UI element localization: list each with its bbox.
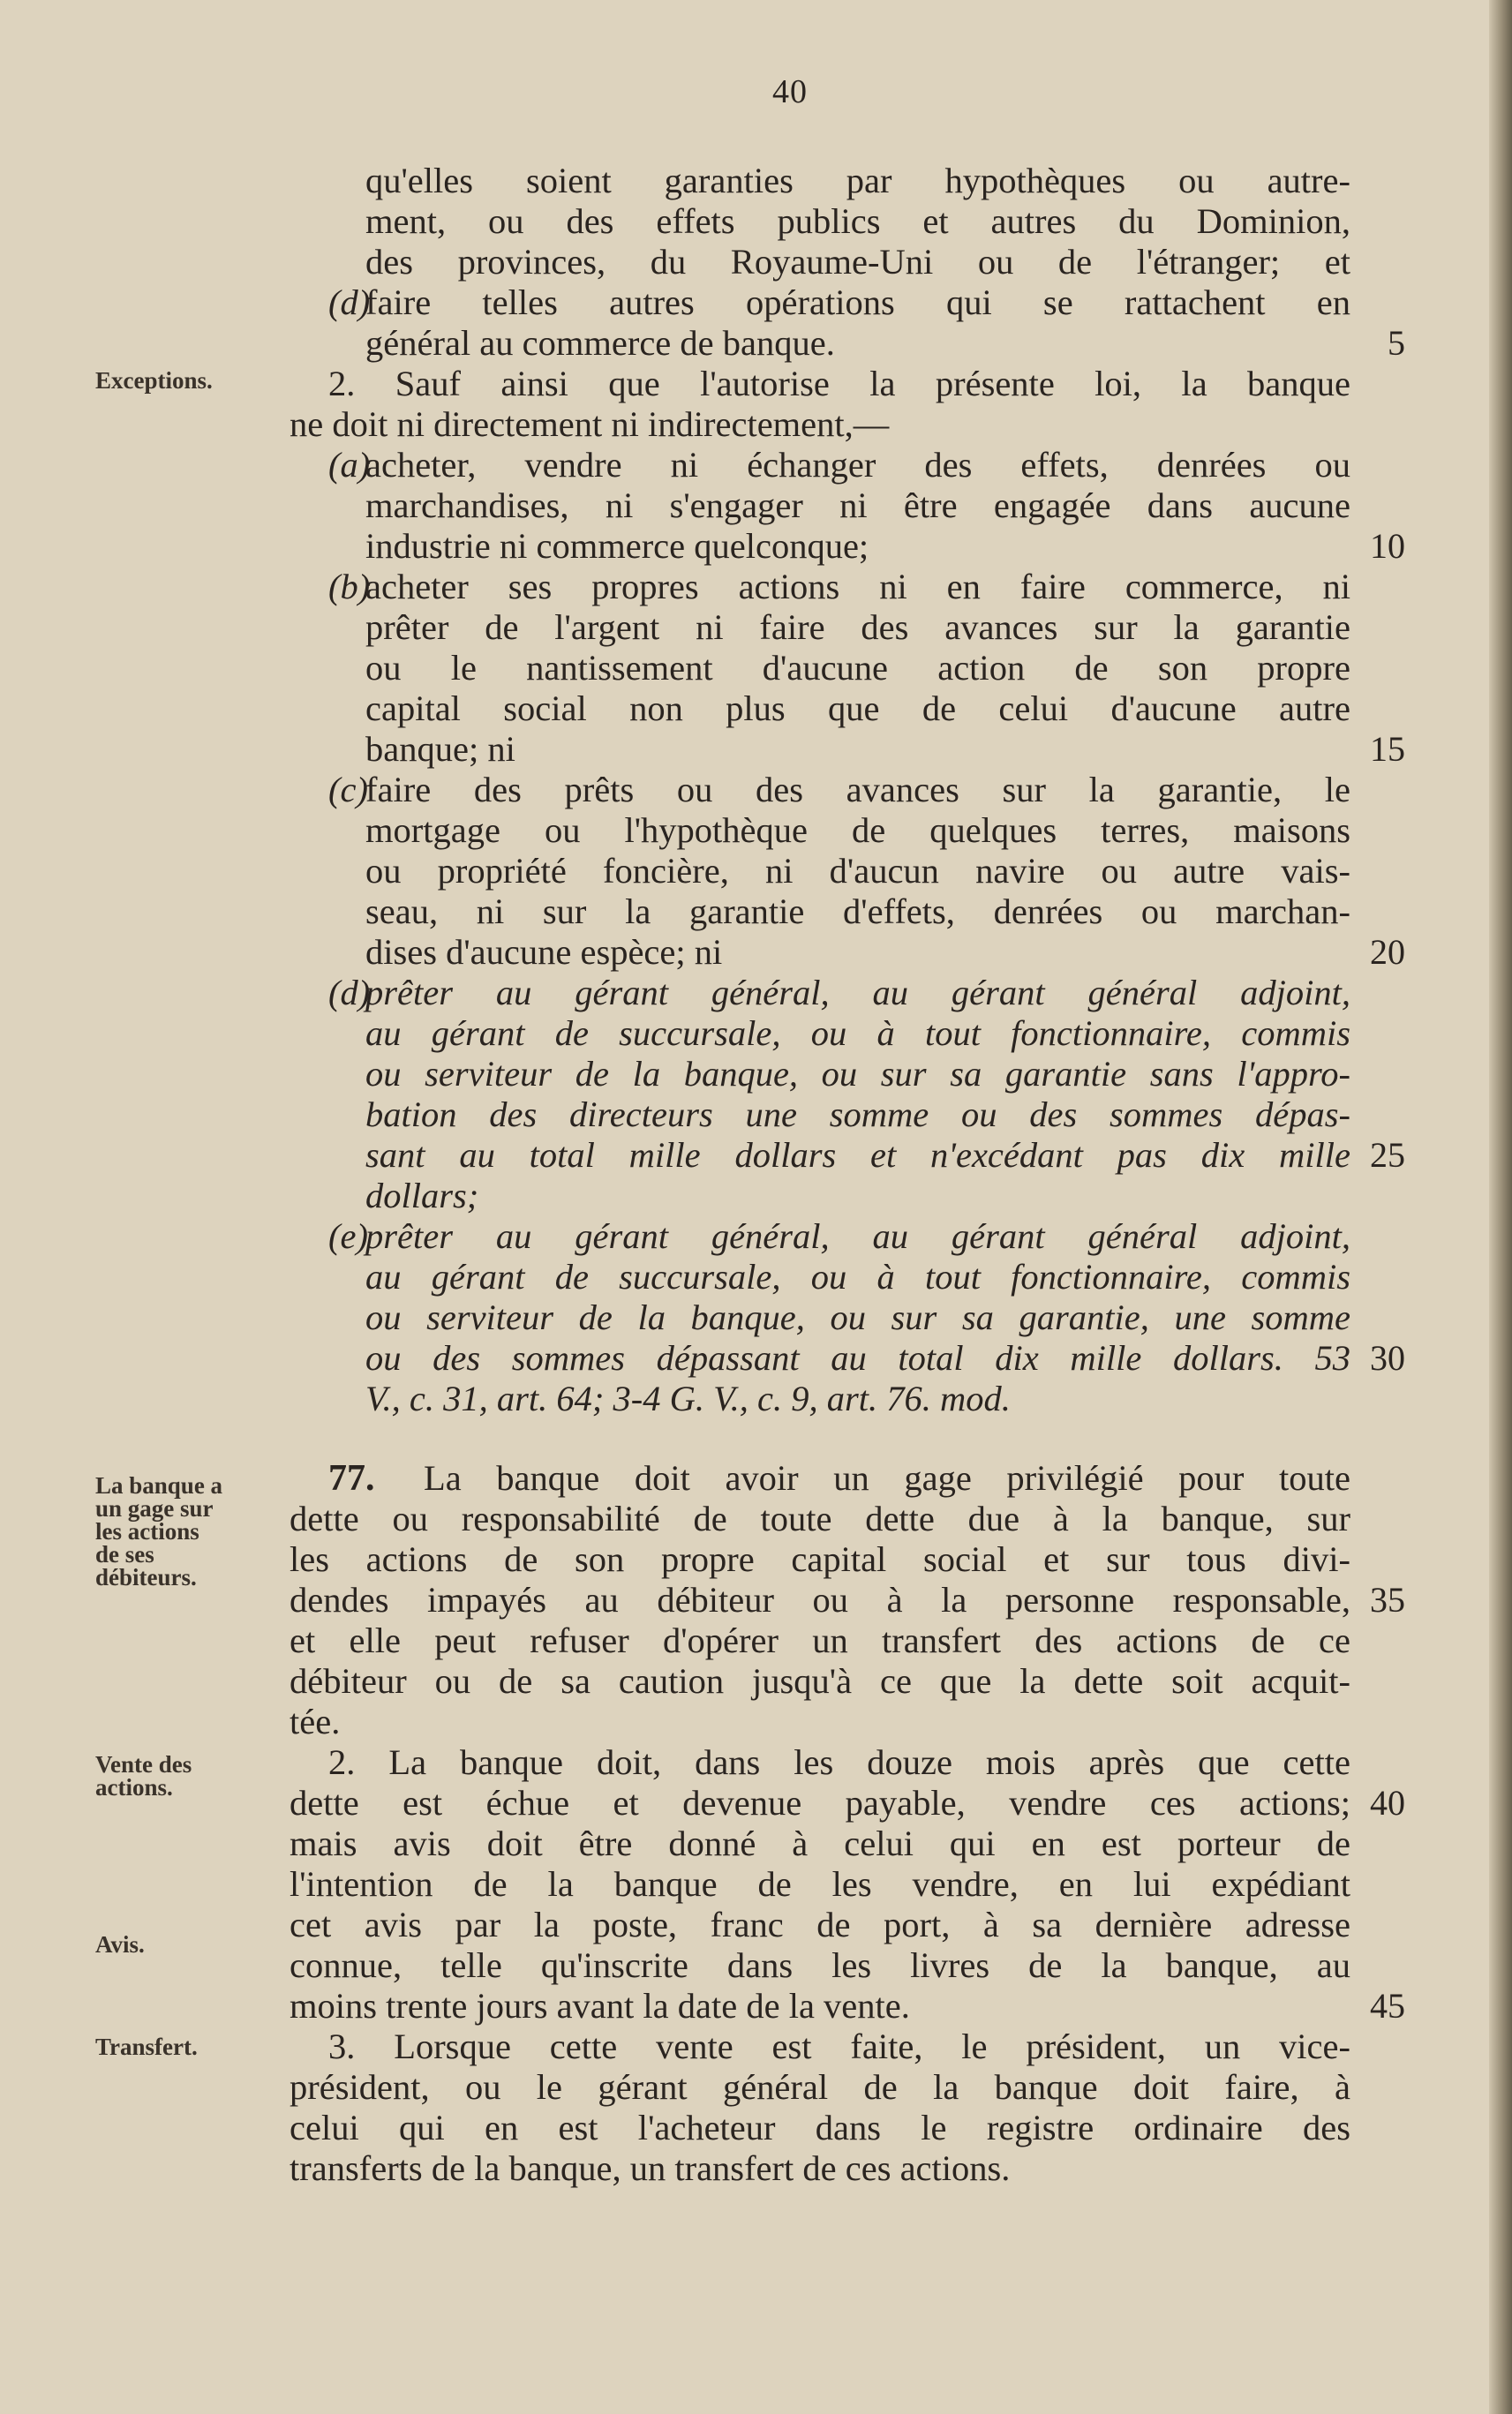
text-line-5: général au commerce de banque.	[365, 323, 835, 363]
text-line-4: faire telles autres opérations qui se rattachent en	[365, 282, 1350, 322]
text-line-12: prêter de l'argent ni faire des avances sur la garantie	[365, 607, 1350, 647]
text-line-9: marchandises, ni s'engager ni être engagée dans aucune	[365, 485, 1350, 525]
line-number-40: 40	[1370, 1783, 1405, 1823]
margin-note-transfert: Transfert.	[95, 2034, 198, 2060]
text-line-34: les actions de son propre capital social et sur tous divi-	[290, 1539, 1350, 1579]
text-line-17: mortgage ou l'hypothèque de quelques terres, maisons	[365, 810, 1350, 850]
text-line-41: mais avis doit être donné à celui qui en est porteur de	[290, 1824, 1350, 1863]
text-line-28: au gérant de succursale, ou à tout fonctionnaire, commis	[365, 1257, 1350, 1297]
text-line-49: transferts de la banque, un transfert de ces actions.	[290, 2148, 1011, 2188]
text-line-30: ou des sommes dépassant au total dix mille dollars. 53	[365, 1338, 1350, 1378]
text-line-42: l'intention de la banque de les vendre, en lui expédiant	[290, 1864, 1350, 1904]
text-line-36: et elle peut refuser d'opérer un transfert des actions de ce	[290, 1621, 1350, 1660]
line-number-30: 30	[1370, 1338, 1405, 1378]
item-label-e: (e)	[328, 1216, 368, 1256]
text-line-7: ne doit ni directement ni indirectement,—	[290, 404, 890, 444]
text-line-40: dette est échue et devenue payable, vendre ces actions;	[290, 1783, 1350, 1823]
text-line-22: au gérant de succursale, ou à tout fonctionnaire, commis	[365, 1013, 1350, 1053]
line-number-20: 20	[1370, 932, 1405, 972]
margin-note-gage-4: de ses	[95, 1541, 154, 1568]
text-line-18: ou propriété foncière, ni d'aucun navire ou autre vais-	[365, 851, 1350, 891]
text-line-45: moins trente jours avant la date de la vente.	[290, 1986, 910, 2026]
item-label-d2: (d)	[328, 973, 371, 1012]
margin-note-gage-1: La banque a	[95, 1472, 223, 1499]
text-line-33: dette ou responsabilité de toute dette due à la banque, sur	[290, 1499, 1350, 1538]
margin-note-gage-2: un gage sur	[95, 1495, 214, 1522]
text-line-27: prêter au gérant général, au gérant général adjoint,	[365, 1216, 1350, 1256]
item-label-a: (a)	[328, 445, 371, 485]
text-line-31: V., c. 31, art. 64; 3-4 G. V., c. 9, art. 76. mod.	[365, 1379, 1011, 1418]
text-line-35: dendes impayés au débiteur ou à la personne responsable,	[290, 1580, 1350, 1620]
text-line-21: prêter au gérant général, au gérant général adjoint,	[365, 973, 1350, 1012]
text-line-19: seau, ni sur la garantie d'effets, denrées ou marchan-	[365, 891, 1350, 931]
margin-note-exceptions: Exceptions.	[95, 367, 213, 394]
line-number-10: 10	[1370, 526, 1405, 566]
text-line-29: ou serviteur de la banque, ou sur sa garantie, une somme	[365, 1297, 1350, 1337]
text-line-1: qu'elles soient garanties par hypothèques ou autre-	[365, 161, 1350, 200]
text-line-48: celui qui en est l'acheteur dans le registre ordinaire des	[290, 2108, 1350, 2147]
text-line-16: faire des prêts ou des avances sur la garantie, le	[365, 770, 1350, 809]
text-line-3: des provinces, du Royaume-Uni ou de l'étranger; et	[365, 242, 1350, 282]
text-line-43: cet avis par la poste, franc de port, à sa dernière adresse	[290, 1905, 1350, 1944]
line-number-45: 45	[1370, 1986, 1405, 2026]
text-line-13: ou le nantissement d'aucune action de son propre	[365, 648, 1350, 688]
line-number-35: 35	[1370, 1580, 1405, 1620]
text-line-32: La banque doit avoir un gage privilégié pour toute	[424, 1458, 1350, 1498]
text-line-11: acheter ses propres actions ni en faire commerce, ni	[365, 567, 1350, 606]
margin-note-gage-3: les actions	[95, 1518, 199, 1545]
margin-note-gage-5: débiteurs.	[95, 1564, 197, 1591]
text-line-15: banque; ni	[365, 729, 515, 769]
text-line-14: capital social non plus que de celui d'aucune autre	[365, 688, 1350, 728]
text-line-25: sant au total mille dollars et n'excédant pas dix mille	[365, 1135, 1350, 1175]
item-label-d1: (d)	[328, 282, 371, 322]
margin-note-vente-2: actions.	[95, 1774, 173, 1801]
item-label-b: (b)	[328, 567, 371, 606]
page-edge-shadow	[1489, 0, 1512, 2414]
text-line-23: ou serviteur de la banque, ou sur sa garantie sans l'appro-	[365, 1054, 1350, 1094]
section-number: 77.	[328, 1458, 375, 1499]
text-line-47: président, ou le gérant général de la banque doit faire, à	[290, 2067, 1350, 2107]
item-label-c: (c)	[328, 770, 368, 809]
text-line-6: 2. Sauf ainsi que l'autorise la présente loi, la banque	[328, 364, 1350, 403]
text-line-2: ment, ou des effets publics et autres du Dominion,	[365, 201, 1350, 241]
text-line-26: dollars;	[365, 1176, 479, 1215]
margin-note-avis: Avis.	[95, 1931, 145, 1958]
text-line-46: 3. Lorsque cette vente est faite, le président, un vice-	[328, 2027, 1350, 2066]
line-number-15: 15	[1370, 729, 1405, 769]
text-line-37: débiteur ou de sa caution jusqu'à ce que la dette soit acquit-	[290, 1661, 1350, 1701]
text-line-39: 2. La banque doit, dans les douze mois après que cette	[328, 1742, 1350, 1782]
line-number-25: 25	[1370, 1135, 1405, 1175]
text-line-24: bation des directeurs une somme ou des sommes dépas-	[365, 1094, 1350, 1134]
line-number-5: 5	[1388, 323, 1405, 363]
text-line-8: acheter, vendre ni échanger des effets, denrées ou	[365, 445, 1350, 485]
page-number: 40	[772, 73, 808, 110]
text-line-38: tée.	[290, 1702, 341, 1741]
text-line-10: industrie ni commerce quelconque;	[365, 526, 869, 566]
text-line-20: dises d'aucune espèce; ni	[365, 932, 723, 972]
text-line-44: connue, telle qu'inscrite dans les livres de la banque, au	[290, 1945, 1350, 1985]
margin-note-vente-1: Vente des	[95, 1751, 192, 1778]
